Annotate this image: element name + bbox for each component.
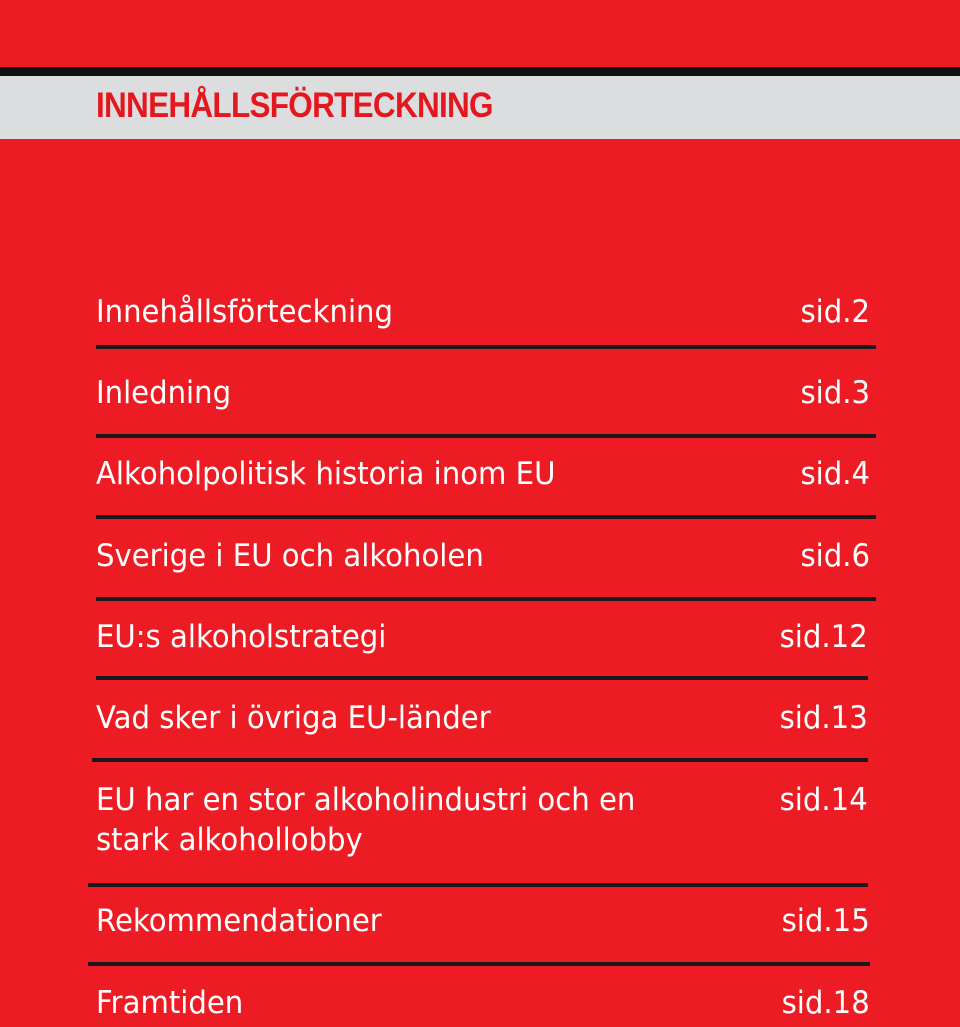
toc-entry-page: sid.14 (779, 782, 868, 818)
toc-entry-title: EU:s alkoholstrategi (96, 619, 387, 655)
toc-divider (96, 434, 876, 438)
toc-divider (88, 962, 870, 966)
toc-divider (96, 676, 868, 680)
toc-entry-page: sid.6 (800, 538, 870, 574)
toc-divider (96, 515, 876, 519)
page-title: INNEHÅLLSFÖRTECKNING (96, 86, 493, 125)
toc-divider (92, 758, 868, 762)
toc-entry-title: Inledning (96, 375, 232, 411)
toc-entry-page: sid.12 (779, 619, 868, 655)
toc-entry-title: Alkoholpolitisk historia inom EU (96, 456, 556, 492)
toc-entry-title: Innehållsförteckning (96, 294, 394, 330)
toc-divider (96, 597, 876, 601)
toc-entry-title: Sverige i EU och alkoholen (96, 538, 484, 574)
toc-divider (88, 883, 868, 887)
toc-entry-page: sid.15 (781, 903, 870, 939)
toc-entry-page: sid.4 (800, 456, 870, 492)
toc-entry-title: Framtiden (96, 985, 244, 1021)
toc-entry-title: EU har en stor alkoholindustri och en stark alkohollobby (96, 782, 636, 858)
toc-divider (96, 345, 876, 349)
toc-entry-page: sid.13 (779, 700, 868, 736)
toc-entry-title: Rekommendationer (96, 903, 382, 939)
toc-entry-page: sid.3 (800, 375, 870, 411)
toc-entry-title: Vad sker i övriga EU-länder (96, 700, 491, 736)
toc-entry-page: sid.2 (800, 294, 870, 330)
toc-entry-page: sid.18 (781, 985, 870, 1021)
